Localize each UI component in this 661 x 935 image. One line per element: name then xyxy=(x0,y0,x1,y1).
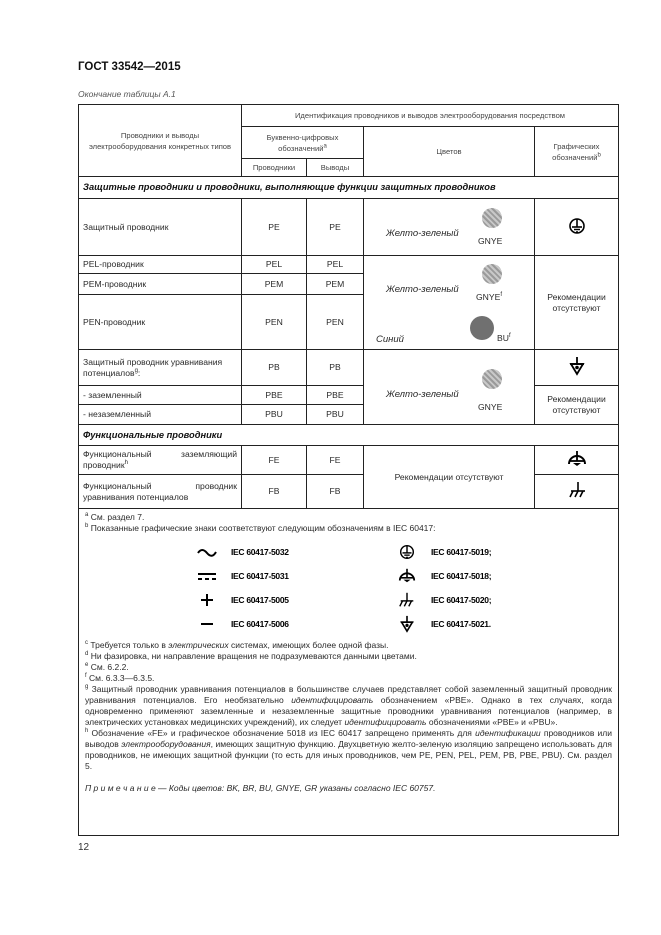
footnote-h: Обозначение «FE» и графическое обозначение 5018 из IEC 60417 запрещено применять для xyxy=(91,728,476,738)
color-code xyxy=(497,333,511,344)
footnote-ref: g xyxy=(134,367,138,374)
no-recommendations: Рекомендации отсутствуют xyxy=(535,386,619,425)
terminal-code: PBU xyxy=(307,405,364,425)
symbol-label: IEC 60417-5006 xyxy=(231,618,289,629)
page-number: 12 xyxy=(78,842,90,853)
footnote-h-end: , имеющих защитную функцию. Двухцветную желто-зеленую изоляцию запрещено использовать для проводников, не имеющих защитной функции (то есть для иных проводников, чем PE, PEN, PEL, PEM, PB, PBE, PBU). См. раздел 5. xyxy=(85,739,612,771)
color-code-text: BU xyxy=(497,333,509,343)
section-functional: Функциональные проводники xyxy=(79,425,619,446)
terminal-code: PEN xyxy=(307,295,364,350)
footnote-g-end: обозначениями «PBE» и «PBU». xyxy=(426,717,558,727)
section-protective: Защитные проводники и проводники, выполняющие функции защитных проводников xyxy=(79,177,619,199)
terminal-code: PBE xyxy=(307,386,364,405)
equipotential-icon xyxy=(566,356,588,376)
symbol-item xyxy=(195,564,395,588)
color-code xyxy=(476,292,502,303)
conductor-code: FE xyxy=(242,446,307,475)
footnote-h-cont: проводников или выводов xyxy=(85,728,612,749)
table-row xyxy=(79,475,619,509)
row-name xyxy=(79,350,242,386)
conductor-code: PBE xyxy=(242,386,307,405)
header-conductors: Проводники xyxy=(242,159,307,177)
color-code-text: GNYE xyxy=(476,292,501,302)
symbol-item xyxy=(195,540,395,564)
header-graphic-label: Графических обозначений xyxy=(552,141,600,162)
conductor-code: PEN xyxy=(242,295,307,350)
conductor-code: FB xyxy=(242,475,307,509)
chassis-icon xyxy=(566,480,588,500)
footnote-c-end: системах, имеющих более одной фазы. xyxy=(228,640,389,650)
table-row xyxy=(79,199,619,256)
color-label: Желто-зеленый xyxy=(386,228,459,239)
conductor-code: PBU xyxy=(242,405,307,425)
footnote-ref: b xyxy=(597,151,601,158)
row-name: PEL-проводник xyxy=(79,256,242,274)
footnote-c: Требуется только в xyxy=(90,640,169,650)
dc-icon xyxy=(195,567,219,585)
document-header: ГОСТ 33542—2015 xyxy=(78,61,181,73)
footnote-ref: f xyxy=(508,333,511,340)
symbol-item xyxy=(395,612,565,636)
footnote-f: См. 6.3.3—6.3.5. xyxy=(89,673,155,683)
plus-icon xyxy=(195,591,219,609)
row-name: - незаземленный xyxy=(79,405,242,425)
conductor-code: PEL xyxy=(242,256,307,274)
symbol-label: IEC 60417-5019; xyxy=(431,546,492,557)
minus-icon xyxy=(195,615,219,633)
conductor-code: PB xyxy=(242,350,307,386)
color-code: GNYE xyxy=(478,236,503,246)
symbol-label: IEC 60417-5020; xyxy=(431,594,492,605)
header-identification-group: Идентификация проводников и выводов электрооборудования посредством xyxy=(242,105,619,127)
symbol-label: IEC 60417-5032 xyxy=(231,546,289,557)
table-footnotes: $^a$ См. раздел 7. $^b$ Показанные графические знаки соответствуют следующим обозначениям в IEC 60417: IEC 60417-5032 IEC 60417-5019; IEC 60417-5031 IEC 60417-5018; IEC 60417-5005 IEC 60417-5020; IEC 60417-5006 IEC 60417-5021. $^c$ Требуется только в электрических системах, имеющих более одной фазы. $^d$ Ни фазировка, ни направление вращения не подразумеваются данными цветами. $^e$ См. 6.2.2. $^f$ См. 6.3.3—6.3.5. $^g$ Защитный проводник уравнивания потенциалов в большинстве случаев представляет собой заземленный защитный проводник уравнивания потенциалов. Его необязательно идентифицировать обозначением «PBE». Однако в тех случаях, когда одновременно применяют заземленные и незаземленные защитные проводники уравнивания потенциалов (например, в электрических установках медицинских учреждений), их следует идентифицировать обозначениями «PBE» и «PBU». $^h$ Обозначение «FE» и графическое обозначение 5018 из IEC 60417 запрещено применять для идентификации проводников или выводов электрооборудования, имеющих защитную функцию. Двухцветную желто-зеленую изоляцию запрещено использовать для проводников, не имеющих защитной функции (то есть для иных проводников, чем PE, PEN, PEL, PEM, PB, PBE, PBU). См. раздел 5. П р и м е ч а н и е — Коды цветов: BK, BR, BU, GNYE, GR указаны согласно IEC 60757. xyxy=(79,509,619,836)
ac-icon xyxy=(195,543,219,561)
blue-swatch xyxy=(470,316,494,340)
protective-earth-icon xyxy=(566,216,588,236)
row-name: PEN-проводник xyxy=(79,295,242,350)
footnote-e: См. 6.2.2. xyxy=(90,662,129,672)
header-conductor-types: Проводники и выводы электрооборудования конкретных типов xyxy=(79,105,242,177)
row-name-suffix: : xyxy=(137,367,141,378)
table-row xyxy=(79,386,619,405)
graphic-cell xyxy=(535,446,619,475)
footnote-a: См. раздел 7. xyxy=(90,512,145,522)
symbol-item xyxy=(395,564,565,588)
footnote-h-italic: электрооборудования xyxy=(121,739,211,749)
color-code: GNYE xyxy=(478,402,503,412)
color-cell xyxy=(364,256,535,350)
symbol-item xyxy=(195,588,395,612)
footnote-ref: f xyxy=(500,292,503,299)
terminal-code: FB xyxy=(307,475,364,509)
symbol-item xyxy=(395,588,565,612)
conductor-code: PEM xyxy=(242,274,307,295)
symbol-item xyxy=(395,540,565,564)
table-row xyxy=(79,446,619,475)
footnote-ref: a xyxy=(323,142,327,149)
header-terminals: Выводы xyxy=(307,159,364,177)
yellow-green-swatch xyxy=(482,369,502,389)
header-alphanumeric xyxy=(242,127,364,159)
terminal-code: PEM xyxy=(307,274,364,295)
symbol-label: IEC 60417-5018; xyxy=(431,570,492,581)
header-colors: Цветов xyxy=(364,127,535,177)
yellow-green-swatch xyxy=(482,264,502,284)
footnote-b: Показанные графические знаки соответствуют следующим обозначениям в IEC 60417: xyxy=(90,523,436,533)
footnote-g-cont: обозначением «PBE». Однако в тех случаях, когда одновременно применяют заземленные и незаземленные защитные проводники уравнивания потенциалов (например, в электрических установках медицинских учреждений), их следует xyxy=(85,695,612,727)
terminal-code: FE xyxy=(307,446,364,475)
table-row xyxy=(79,350,619,386)
functional-earth-icon xyxy=(566,449,588,469)
symbol-label: IEC 60417-5021. xyxy=(431,618,491,629)
color-label: Желто-зеленый xyxy=(386,284,459,295)
terminal-code: PEL xyxy=(307,256,364,274)
symbol-item xyxy=(195,612,395,636)
table-note: П р и м е ч а н и е — Коды цветов: BK, BR, BU, GNYE, GR указаны согласно IEC 60757. xyxy=(85,783,436,793)
conductor-identification-table xyxy=(78,104,619,836)
graphic-cell xyxy=(535,199,619,256)
functional-earth-icon xyxy=(395,567,419,585)
row-name: Защитный проводник xyxy=(79,199,242,256)
table-row xyxy=(79,256,619,274)
footnote-g-italic: идентифицировать xyxy=(291,695,374,705)
graphic-cell xyxy=(535,475,619,509)
terminal-code: PB xyxy=(307,350,364,386)
row-name-text: Функциональный заземляющий проводник xyxy=(83,449,237,470)
color-cell xyxy=(364,199,535,256)
row-name xyxy=(79,446,242,475)
no-recommendations: Рекомендации отсутствуют xyxy=(364,446,535,509)
terminal-code: PE xyxy=(307,199,364,256)
no-recommendations: Рекомендации отсутствуют xyxy=(535,256,619,350)
symbol-label: IEC 60417-5031 xyxy=(231,570,289,581)
equipotential-icon xyxy=(395,615,419,633)
row-name: - заземленный xyxy=(79,386,242,405)
conductor-code: PE xyxy=(242,199,307,256)
graphic-cell xyxy=(535,350,619,386)
color-label: Синий xyxy=(376,334,404,345)
yellow-green-swatch xyxy=(482,208,502,228)
header-alphanumeric-label: Буквенно-цифровых обозначений xyxy=(266,132,339,153)
footnote-g: Защитный проводник уравнивания потенциалов в большинстве случаев представляет собой заземленный защитный проводник уравнивания потенциалов. Его необязательно xyxy=(85,684,612,705)
protective-earth-icon xyxy=(395,543,419,561)
table-caption: Окончание таблицы А.1 xyxy=(78,89,176,99)
row-name: PEM-проводник xyxy=(79,274,242,295)
chassis-icon xyxy=(395,591,419,609)
footnote-ref: h xyxy=(124,460,128,467)
footnote-c-italic: электрических xyxy=(168,640,229,650)
header-graphic xyxy=(535,127,619,177)
symbol-legend xyxy=(195,540,612,636)
footnote-d: Ни фазировка, ни направление вращения не подразумеваются данными цветами. xyxy=(90,651,417,661)
color-cell xyxy=(364,350,535,425)
footnote-h-italic: идентификации xyxy=(475,728,541,738)
symbol-label: IEC 60417-5005 xyxy=(231,594,289,605)
row-name: Функциональный проводник уравнивания потенциалов xyxy=(79,475,242,509)
footnote-g-italic: идентифицировать xyxy=(344,717,427,727)
row-name-text: Защитный проводник уравнивания потенциалов xyxy=(83,356,223,378)
color-label: Желто-зеленый xyxy=(386,389,459,400)
